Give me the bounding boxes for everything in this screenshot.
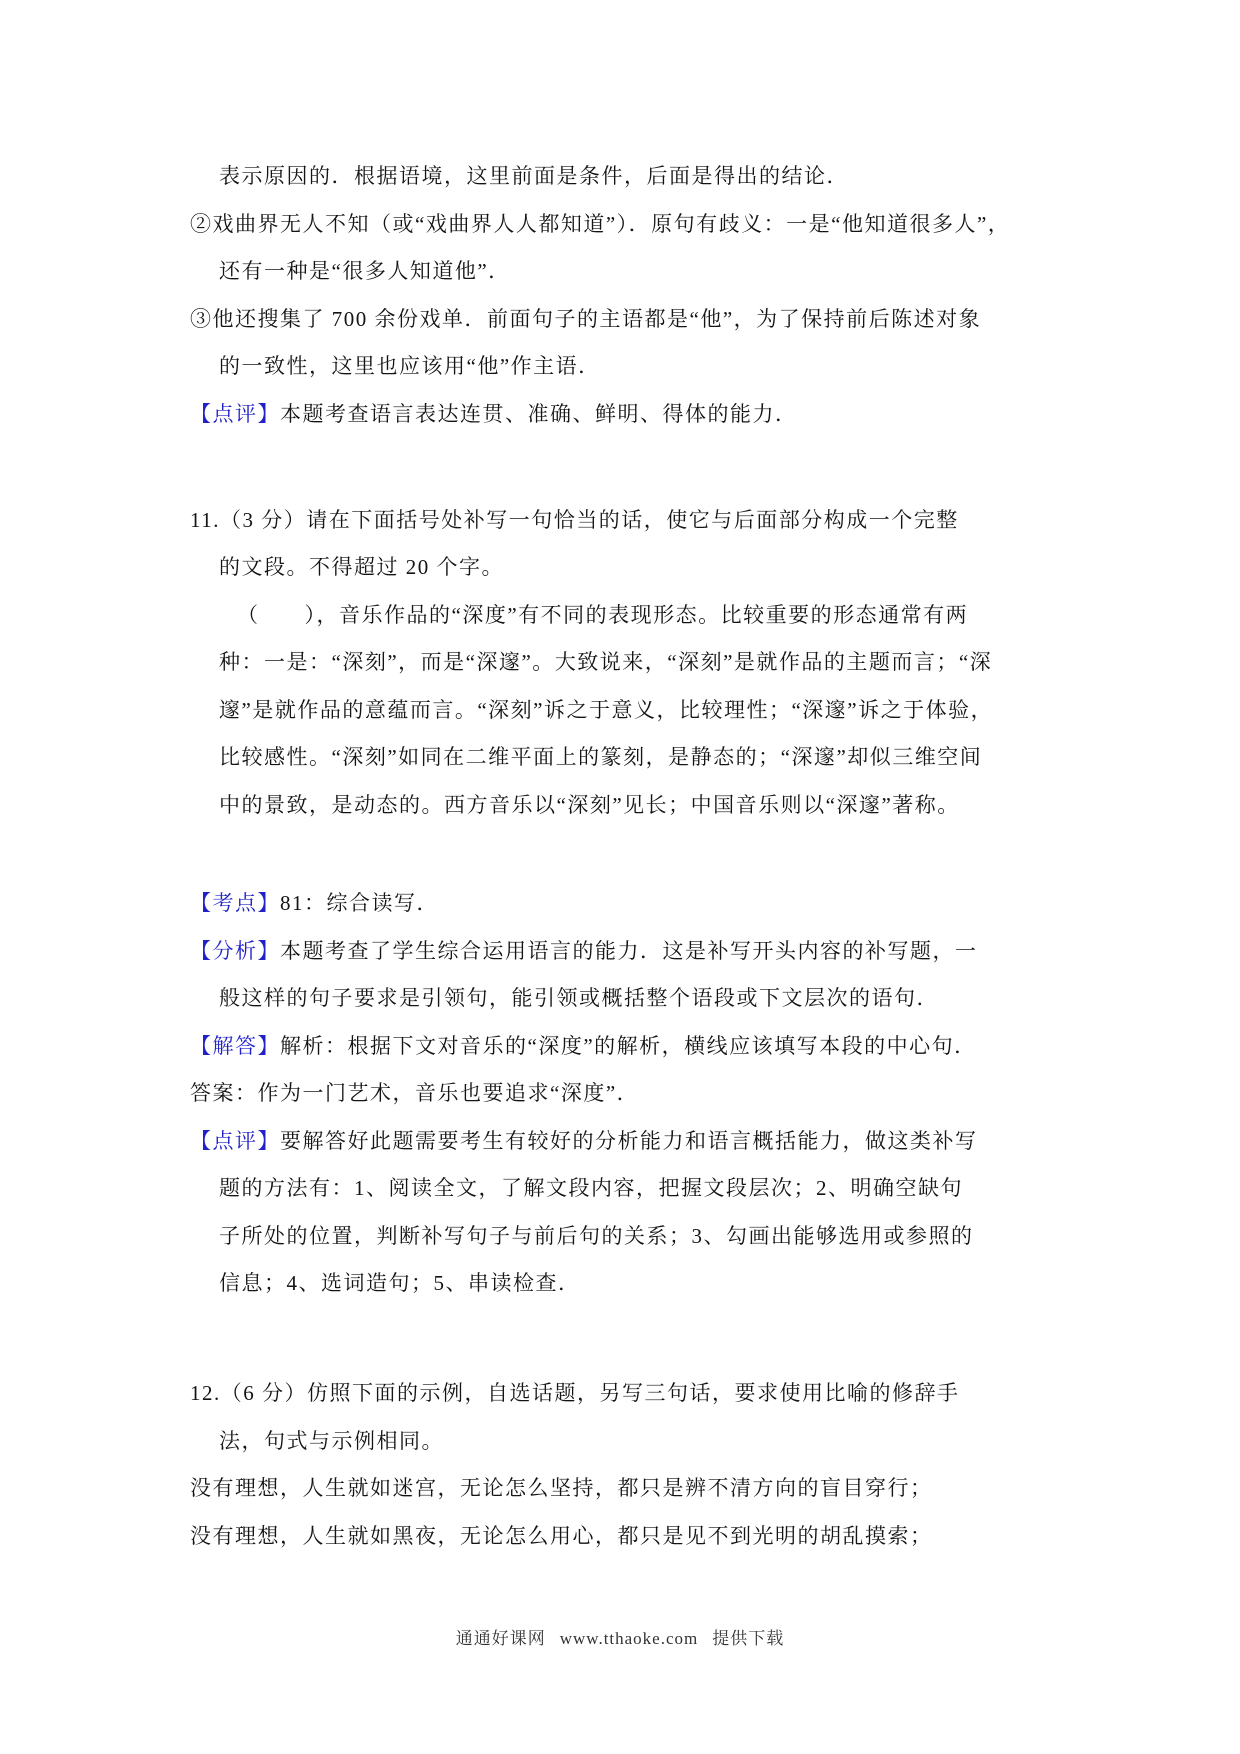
- fenxi-text: 本题考查了学生综合运用语言的能力．这是补写开头内容的补写题，一: [280, 938, 978, 963]
- dianping-line: 题的方法有：1、阅读全文，了解文段内容，把握文段层次；2、明确空缺句: [219, 1176, 963, 1200]
- explanation-item-2: ②戏曲界无人不知（或“戏曲界人人都知道”）．原句有歧义：一是“他知道很多人”，: [190, 211, 1011, 236]
- section-q12: [190, 1370, 1240, 1560]
- document-content: [190, 153, 1240, 1560]
- footer-site-name: 通通好课网: [455, 1629, 546, 1648]
- comment-line: [190, 391, 1240, 439]
- dianping-label: 【点评】: [190, 1128, 280, 1153]
- fenxi-label: 【分析】: [190, 938, 280, 963]
- question-11-prompt-line: 11.（3 分）请在下面括号处补写一句恰当的话，使它与后面部分构成一个完整: [190, 507, 959, 532]
- fenxi-line: 般这样的句子要求是引领句，能引领或概括整个语段或下文层次的语句．: [219, 986, 939, 1010]
- question-11-prompt-line: 的文段。不得超过 20 个字。: [219, 555, 504, 579]
- passage-line: 比较感性。“深刻”如同在二维平面上的篆刻，是静态的；“深邃”却似三维空间: [219, 745, 983, 769]
- section-gap: [190, 1308, 1240, 1371]
- section-gap: [190, 829, 1240, 880]
- passage-line: （ ），音乐作品的“深度”有不同的表现形态。比较重要的形态通常有两: [237, 602, 969, 627]
- example-sentence: 没有理想，人生就如迷宫，无论怎么坚持，都只是辨不清方向的盲目穿行；: [190, 1476, 933, 1500]
- kaodian-label: 【考点】: [190, 891, 280, 915]
- fenxi-line: [190, 928, 1240, 976]
- footer-suffix: 提供下载: [712, 1629, 785, 1648]
- example-sentence: 没有理想，人生就如黑夜，无论怎么用心，都只是见不到光明的胡乱摸索；: [190, 1523, 933, 1548]
- passage-line: 邃”是就作品的意蕴而言。“深刻”诉之于意义，比较理性；“深邃”诉之于体验，: [219, 697, 994, 722]
- passage-line: 中的景致，是动态的。西方音乐以“深刻”见长；中国音乐则以“深邃”著称。: [219, 792, 960, 817]
- section-q10-explanation: [190, 153, 1240, 438]
- jieda-line: [190, 1023, 1240, 1071]
- dianping-text: 要解答好此题需要考生有较好的分析能力和语言概括能力，做这类补写: [280, 1128, 978, 1153]
- comment-text: 本题考查语言表达连贯、准确、鲜明、得体的能力．: [280, 401, 798, 426]
- kaodian-line: [190, 880, 1240, 928]
- jieda-label: 【解答】: [190, 1033, 280, 1058]
- jieda-text: 解析：根据下文对音乐的“深度”的解析，横线应该填写本段的中心句．: [280, 1033, 977, 1058]
- footer-url: www.tthaoke.com: [559, 1629, 699, 1648]
- dianping-line: [190, 1118, 1240, 1166]
- section-q11-answer: [190, 880, 1240, 1308]
- comment-label: 【点评】: [190, 401, 280, 426]
- question-12-prompt-line: 法，句式与示例相同。: [219, 1428, 444, 1453]
- section-q11: [190, 497, 1240, 830]
- explanation-line: 还有一种是“很多人知道他”．: [219, 259, 511, 283]
- dianping-line: 子所处的位置，判断补写句子与前后句的关系；3、勾画出能够选用或参照的: [219, 1223, 974, 1248]
- passage-line: 种：一是：“深刻”，而是“深邃”。大致说来，“深刻”是就作品的主题而言；“深: [219, 650, 993, 674]
- explanation-line: 的一致性，这里也应该用“他”作主语．: [219, 354, 601, 378]
- question-12-prompt-line: 12.（6 分）仿照下面的示例，自选话题，另写三句话，要求使用比喻的修辞手: [190, 1381, 960, 1405]
- section-gap: [190, 438, 1240, 497]
- kaodian-text: 81：综合读写．: [280, 891, 439, 915]
- explanation-line: 表示原因的．根据语境，这里前面是条件，后面是得出的结论．: [219, 164, 849, 188]
- answer-line: 答案：作为一门艺术，音乐也要追求“深度”．: [190, 1081, 640, 1105]
- explanation-item-3: ③他还搜集了 700 余份戏单．前面句子的主语都是“他”，为了保持前后陈述对象: [190, 306, 982, 331]
- dianping-line: 信息；4、选词造句；5、串读检查．: [219, 1271, 581, 1295]
- page-footer: [0, 1624, 1240, 1649]
